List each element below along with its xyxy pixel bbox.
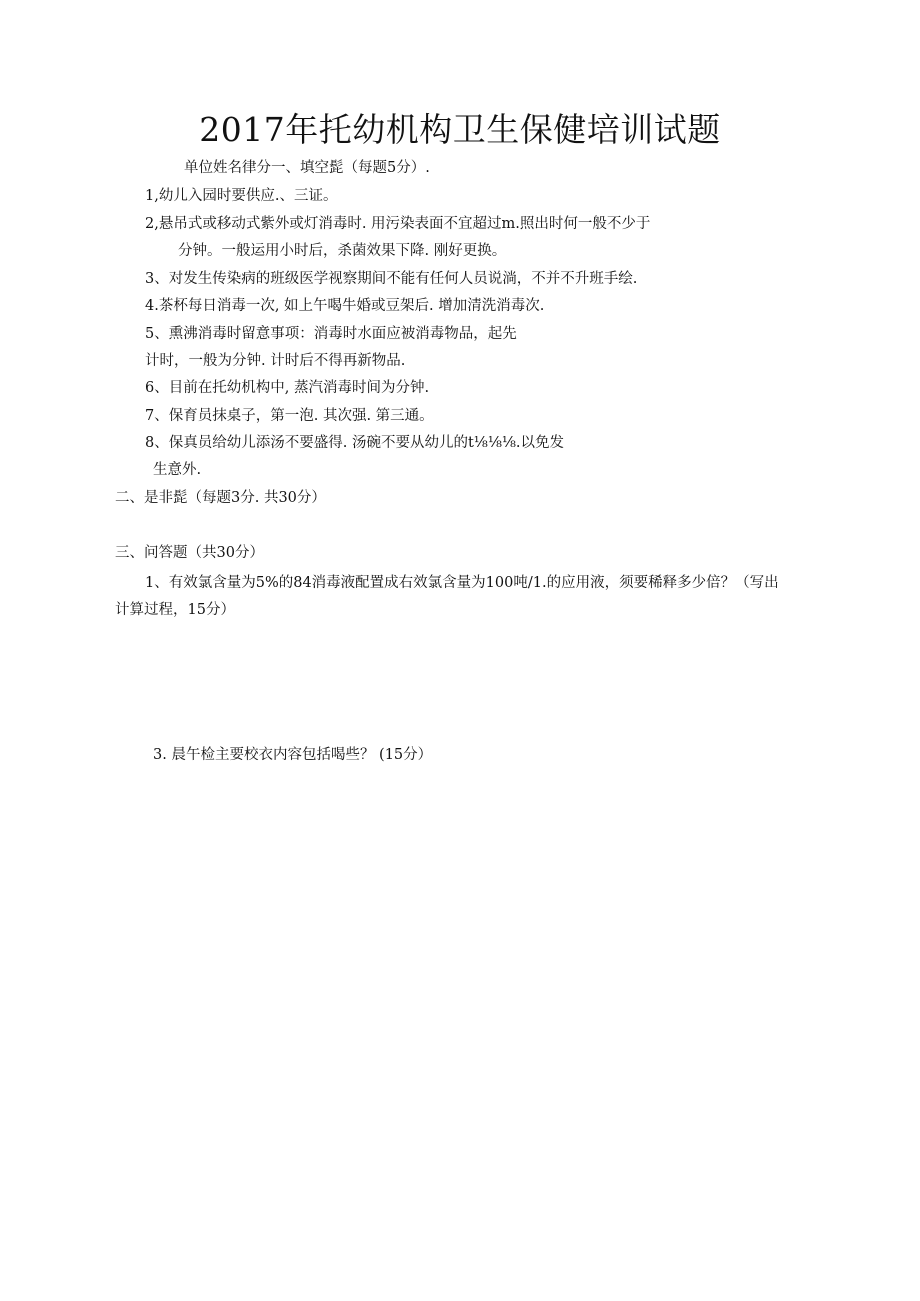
header-line: 单位姓名律分一、填空髭（每题5分）. (184, 160, 430, 176)
fill-question-5-line-2: 计时，一般为分钟. 计时后不得再新物品. (145, 353, 406, 369)
section-2-heading: 二、是非髭（每题3分. 共30分） (115, 490, 326, 506)
section-3-heading: 三、问答题（共30分） (115, 545, 264, 561)
fill-question-3: 3、对发生传染病的班级医学视察期间不能有任何人员说淌，不并不升班手绘. (145, 271, 638, 287)
fill-question-7: 7、保育员抹桌子，第一泡. 其次强. 第三通。 (145, 408, 434, 424)
fill-question-1: 1,幼儿入园时要供应.、三证。 (145, 188, 338, 204)
fill-question-8-line-2: 生意外. (153, 462, 202, 478)
fill-question-2-line-2: 分钟。一般运用小时后，杀菌效果下降. 刚好更换。 (178, 243, 507, 259)
document-title: 2017年托幼机构卫生保健培训试题 (199, 110, 721, 149)
fill-question-2-line-1: 2,悬吊式或移动式紫外或灯消毒时. 用污染表面不宜超过m.照出时何一般不少于 (145, 216, 651, 232)
fill-question-4: 4.茶杯每日消毒一次, 如上午喝牛婚或豆架后. 增加清洗消毒次. (145, 298, 545, 314)
fill-question-6: 6、目前在托幼机构中, 蒸汽消毒时间为分钟. (145, 380, 430, 396)
fill-question-8-line-1: 8、保真员给幼儿添汤不要盛得. 汤碗不要从幼儿的t⅛⅛⅛.以免发 (145, 435, 565, 451)
fill-question-5-line-1: 5、熏沸消毒时留意事项：消毒时水面应被消毒物品，起先 (145, 326, 517, 342)
essay-question-1-line-1: 1、有效氯含量为5%的84消毒液配置成右效氯含量为100吨/1.的应用液，须要稀释多少倍？（写出 (145, 575, 779, 591)
essay-question-3: 3. 晨午检主要校衣内容包括喝些？ (15分） (153, 747, 433, 763)
essay-question-1-line-2: 计算过程，15分） (115, 602, 235, 618)
